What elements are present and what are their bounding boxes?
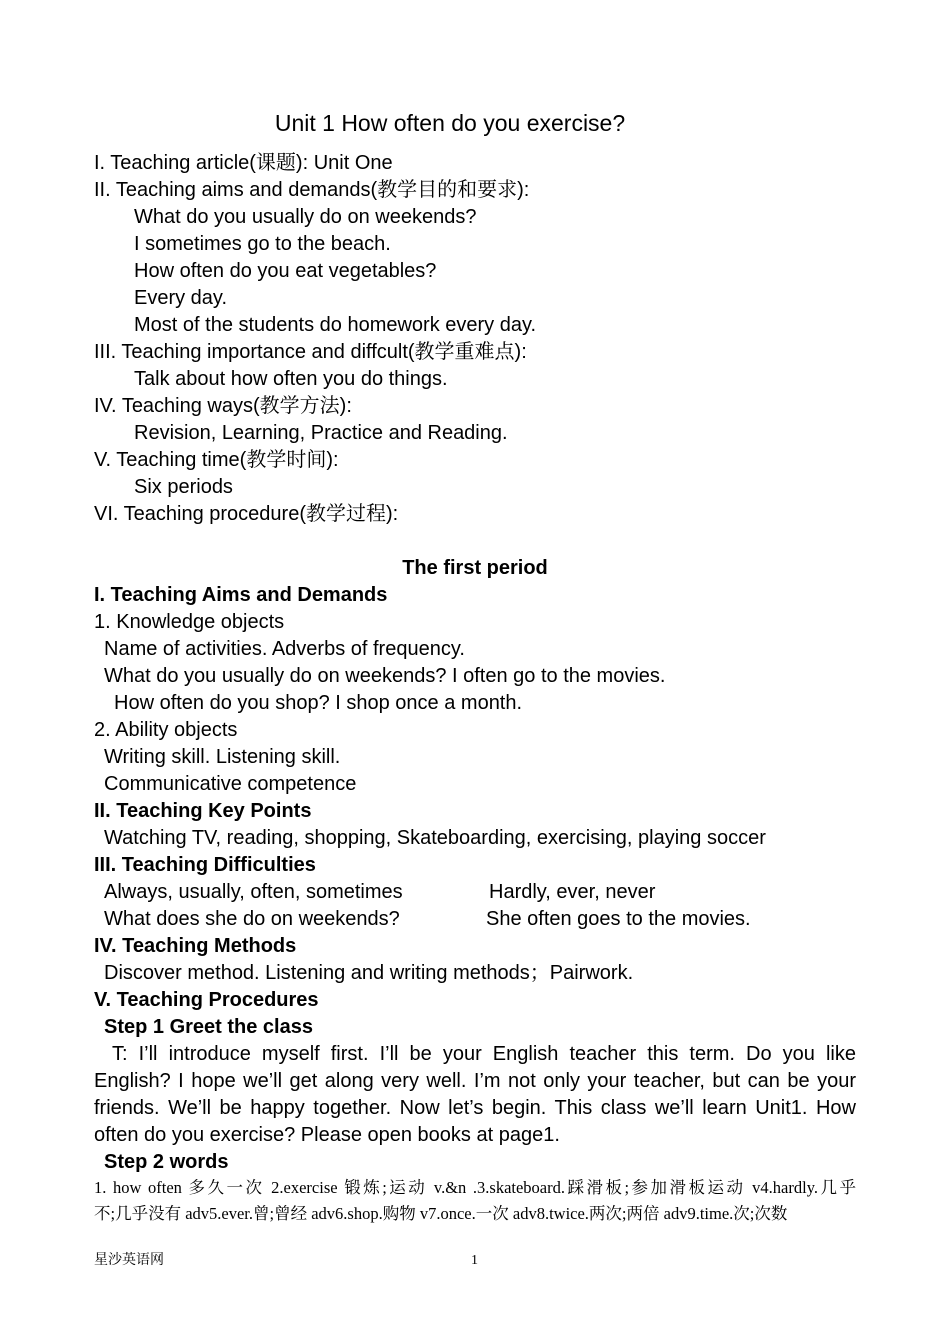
page-title: Unit 1 How often do you exercise? <box>274 110 626 136</box>
difficulty-left: What does she do on weekends? <box>104 908 400 930</box>
knowledge-line: What do you usually do on weekends? I often go to the movies. <box>104 665 666 687</box>
step1-paragraph-line: often do you exercise? Please open books at page1. <box>94 1124 560 1146</box>
aims-line: Most of the students do homework every day. <box>134 314 537 336</box>
ways-line: Revision, Learning, Practice and Reading. <box>134 422 508 444</box>
methods-text: Discover method. Listening and writing methods；Pairwork. <box>104 962 634 984</box>
time-line: Six periods <box>134 476 233 498</box>
aims-line: Every day. <box>134 287 227 309</box>
page-number: 1 <box>471 1253 478 1268</box>
teaching-time-heading: V. Teaching time(教学时间): <box>94 449 339 471</box>
difficulty-right: Hardly, ever, never <box>489 881 656 903</box>
section-heading: III. Teaching Difficulties <box>94 854 316 876</box>
aims-line: What do you usually do on weekends? <box>134 206 477 228</box>
ability-line: Writing skill. Listening skill. <box>104 746 341 768</box>
aims-line: I sometimes go to the beach. <box>134 233 391 255</box>
teaching-procedure-heading: VI. Teaching procedure(教学过程): <box>94 503 399 525</box>
period-heading: The first period <box>402 557 548 579</box>
step-heading: Step 2 words <box>104 1151 229 1173</box>
teaching-aims-heading: II. Teaching aims and demands(教学目的和要求): <box>94 179 530 201</box>
aims-line: How often do you eat vegetables? <box>134 260 437 282</box>
step1-paragraph-line: friends. We’ll be happy together. Now let’s begin. This class we’ll learn Unit1. How <box>94 1097 856 1119</box>
step-heading: Step 1 Greet the class <box>104 1016 313 1038</box>
step1-paragraph-line: English? I hope we’ll get along very well. I’m not only your teacher, but can be your <box>94 1070 856 1092</box>
vocabulary-line: 不;几乎没有 adv5.ever.曾;曾经 adv6.shop.购物 v7.once.一次 adv8.twice.两次;两倍 adv9.time.次;次数 <box>94 1204 788 1223</box>
section-heading: IV. Teaching Methods <box>94 935 297 957</box>
teaching-ways-heading: IV. Teaching ways(教学方法): <box>94 395 352 417</box>
knowledge-objects-label: 1. Knowledge objects <box>94 611 285 633</box>
difficulty-right: She often goes to the movies. <box>486 908 751 930</box>
key-points-text: Watching TV, reading, shopping, Skateboarding, exercising, playing soccer <box>104 827 766 849</box>
knowledge-line: Name of activities. Adverbs of frequency. <box>104 638 465 660</box>
footer-site-name: 星沙英语网 <box>94 1253 164 1268</box>
teaching-article-line: I. Teaching article(课题): Unit One <box>94 152 393 174</box>
section-heading: II. Teaching Key Points <box>94 800 312 822</box>
importance-line: Talk about how often you do things. <box>134 368 448 390</box>
section-heading: I. Teaching Aims and Demands <box>94 584 388 606</box>
step1-paragraph-line: T: I’ll introduce myself first. I’ll be your English teacher this term. Do you like <box>112 1043 856 1065</box>
teaching-importance-heading: III. Teaching importance and diffcult(教学重难点): <box>94 341 527 363</box>
ability-line: Communicative competence <box>104 773 357 795</box>
ability-objects-label: 2. Ability objects <box>94 719 238 741</box>
section-heading: V. Teaching Procedures <box>94 989 319 1011</box>
knowledge-line: How often do you shop? I shop once a month. <box>114 692 523 714</box>
difficulty-left: Always, usually, often, sometimes <box>104 881 403 903</box>
vocabulary-line: 1. how often 多久一次 2.exercise 锻炼;运动 v.&n .3.skateboard.踩滑板;参加滑板运动 v4.hardly.几乎 <box>94 1178 856 1197</box>
